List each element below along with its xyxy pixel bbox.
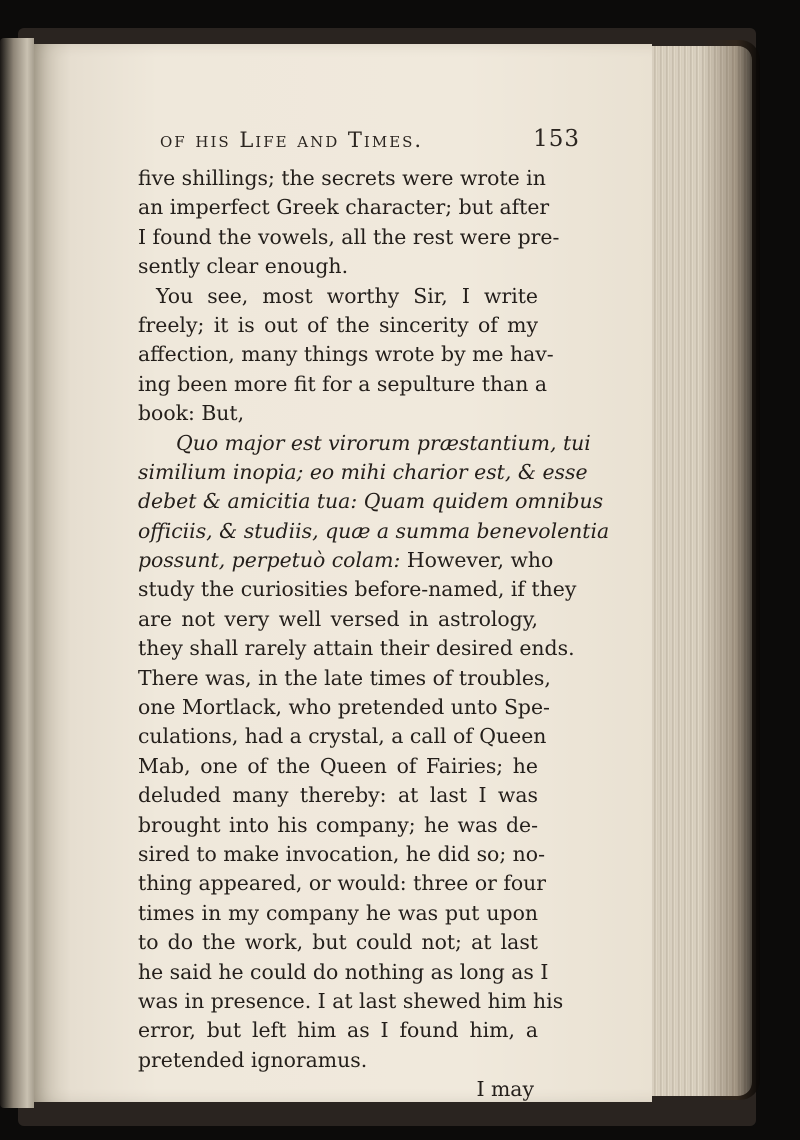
text-line: freely; it is out of the sincerity of my: [138, 312, 538, 337]
text-line: thing appeared, or would: three or four: [138, 871, 547, 896]
running-head-title: of his Life and Times.: [160, 128, 424, 152]
text-line: pretended ignoramus.: [138, 1047, 368, 1072]
text-line: one Mortlack, who pretended unto Spe-: [138, 695, 550, 720]
text-line: are not very well versed in astrology,: [138, 606, 538, 631]
text-line: There was, in the late times of troubles,: [138, 665, 551, 690]
text-line: affection, many things wrote by me hav-: [138, 342, 554, 367]
text-line: was in presence. I at last shewed him his: [138, 988, 564, 1013]
page-number: 153: [533, 126, 580, 152]
text-line: they shall rarely attain their desired ends.: [138, 636, 575, 661]
body-text: [138, 164, 610, 1105]
text-line: sently clear enough.: [138, 254, 349, 279]
fore-edge-shadow: [700, 40, 760, 1100]
text-line: deluded many thereby: at last I was: [138, 783, 538, 808]
text-line: an imperfect Greek character; but after: [138, 195, 550, 220]
mixed-line: [138, 546, 554, 575]
text-line: brought into his company; he was de-: [138, 812, 538, 837]
latin-quote-line: Quo major est virorum præstantium, tui: [176, 430, 591, 455]
text-line: study the curiosities before-named, if they: [138, 577, 577, 602]
text-line: error, but left him as I found him, a: [138, 1018, 538, 1043]
catchword: I may: [476, 1077, 534, 1102]
text-line: five shillings; the secrets were wrote in: [138, 166, 546, 190]
text-line: times in my company he was put upon: [138, 900, 538, 925]
text-line: sired to make invocation, he did so; no-: [138, 841, 545, 866]
latin-quote-end: possunt, perpetuò colam:: [138, 548, 401, 573]
text-line: I found the vowels, all the rest were pre-: [138, 224, 560, 249]
latin-quote-line: similium inopia; eo mihi charior est, & esse: [138, 459, 588, 484]
text-line: he said he could do nothing as long as I: [138, 959, 549, 984]
running-head: [160, 128, 580, 158]
text-line: Mab, one of the Queen of Fairies; he: [138, 753, 538, 778]
previous-page-edge: [0, 38, 34, 1108]
latin-quote-line: debet & amicitia tua: Quam quidem omnibus: [138, 489, 604, 514]
latin-quote-line: officiis, & studiis, quæ a summa benevolentia: [138, 518, 610, 543]
text-line: culations, had a crystal, a call of Queen: [138, 724, 547, 749]
text-line: ing been more fit for a sepulture than a: [138, 371, 547, 396]
text-line: You see, most worthy Sir, I write: [156, 283, 538, 308]
text-continuation: However, who: [400, 548, 554, 573]
text-line: book: But,: [138, 401, 245, 426]
text-line: to do the work, but could not; at last: [138, 930, 538, 955]
